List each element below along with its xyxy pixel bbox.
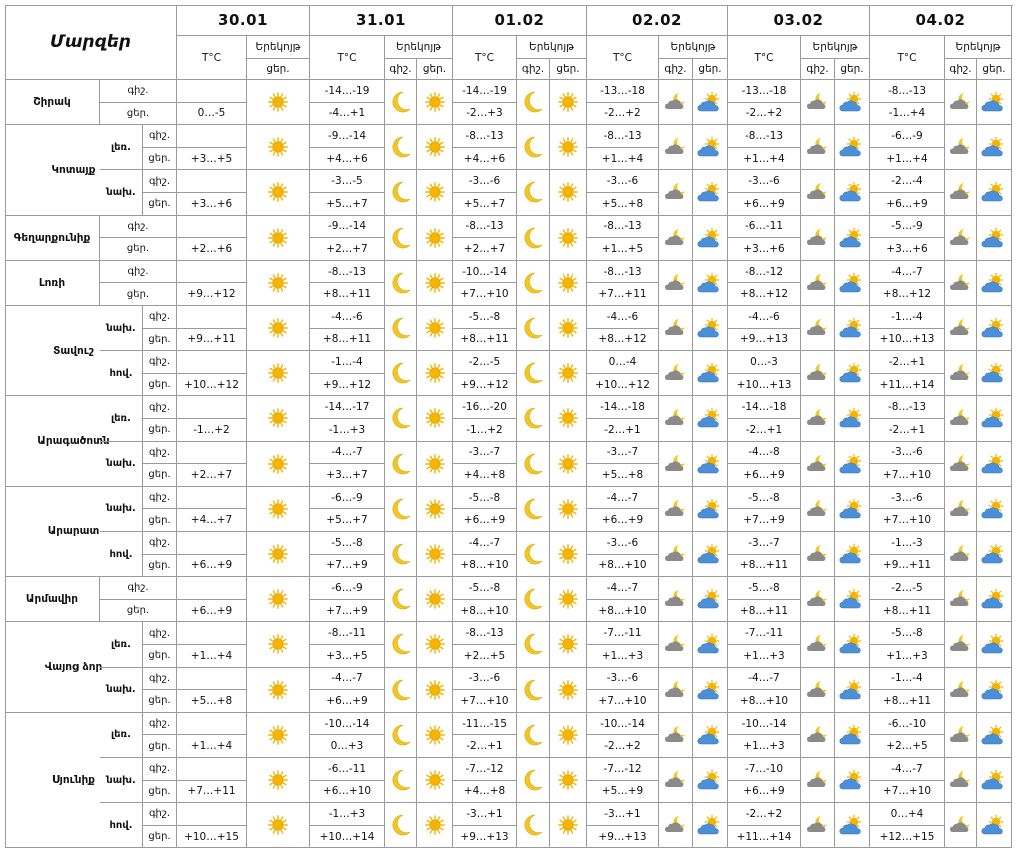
temperature-value: +1…+4	[177, 645, 247, 668]
temperature-value: +8…+10	[453, 555, 517, 578]
temperature-value: +8…+10	[453, 600, 517, 623]
temperature-value: -4…-7	[587, 487, 659, 510]
temperature-value: +9…+12	[310, 374, 385, 397]
temperature-value: -10…-14	[587, 713, 659, 736]
day-subheader: ցեր.	[417, 59, 453, 80]
temperature-value: 0…+4	[870, 803, 945, 826]
temperature-value: -3…-7	[453, 442, 517, 465]
day-label: ցեր.	[143, 690, 177, 713]
region-name: Շիրակ	[5, 80, 100, 125]
temperature-value: +3…+5	[310, 645, 385, 668]
temperature-value: +10…+13	[870, 329, 945, 352]
temperature-value: +8…+11	[728, 600, 801, 623]
temperature-value: +6…+9	[728, 464, 801, 487]
temperature-value: -8…-13	[587, 125, 659, 148]
temperature-value: 0…-3	[728, 351, 801, 374]
temperature-value: +8…+12	[728, 283, 801, 306]
date-header: 02.02	[587, 5, 728, 36]
temperature-value: -4…-6	[587, 306, 659, 329]
temperature-value: -13…-18	[587, 80, 659, 103]
temperature-value: -14…-19	[310, 80, 385, 103]
night-subheader: գիշ.	[945, 59, 977, 80]
region-name: Կոտայք	[5, 125, 143, 215]
temperature-value: +1…+4	[587, 148, 659, 171]
temperature-value: -1…+2	[177, 419, 247, 442]
temperature-value: +2…+7	[177, 464, 247, 487]
subregion-name: նախ.	[100, 668, 143, 713]
temperature-value: +5…+8	[177, 690, 247, 713]
subregion-name: նախ.	[100, 487, 143, 532]
day-label: ցեր.	[100, 238, 177, 261]
temperature-value: -3…-6	[587, 668, 659, 691]
temperature-value: -7…-11	[587, 622, 659, 645]
day-label: ցեր.	[143, 329, 177, 352]
temperature-value: +10…+12	[177, 374, 247, 397]
temperature-value: +7…+9	[310, 600, 385, 623]
temperature-value: -2…+1	[870, 351, 945, 374]
day-label: ցեր.	[143, 645, 177, 668]
subregion-name: լեռ.	[100, 125, 143, 170]
temperature-value: +10…+13	[728, 374, 801, 397]
day-label: ցեր.	[100, 600, 177, 623]
temperature-value: -6…-11	[310, 758, 385, 781]
temperature-value: -2…+1	[728, 419, 801, 442]
temperature-value: -8…-13	[310, 261, 385, 284]
temperature-value: +3…+6	[177, 193, 247, 216]
temperature-value: +1…+5	[587, 238, 659, 261]
temperature-header: T°C	[728, 36, 801, 80]
region-name: Տավուշ	[5, 306, 143, 396]
temperature-value: +8…+11	[453, 329, 517, 352]
temperature-value: +8…+12	[587, 329, 659, 352]
temperature-value: +9…+11	[177, 329, 247, 352]
daytime-header: Երեկոյթ	[247, 36, 310, 59]
temperature-value: -4…-7	[310, 668, 385, 691]
temperature-value: -6…-10	[870, 713, 945, 736]
temperature-value: -9…-14	[310, 125, 385, 148]
subregion-name: հով.	[100, 532, 143, 577]
temperature-header: T°C	[310, 36, 385, 80]
temperature-value: +8…+10	[587, 600, 659, 623]
night-label: գիշ.	[143, 803, 177, 826]
temperature-value: +6…+9	[177, 555, 247, 578]
temperature-value: +6…+9	[310, 690, 385, 713]
temperature-value: +8…+12	[870, 283, 945, 306]
day-label: ցեր.	[100, 103, 177, 126]
temperature-value: +6…+9	[177, 600, 247, 623]
temperature-value: -7…-12	[453, 758, 517, 781]
temperature-value: -6…-9	[310, 487, 385, 510]
night-label: գիշ.	[143, 125, 177, 148]
night-label: գիշ.	[143, 758, 177, 781]
temperature-value: -8…-13	[587, 261, 659, 284]
temperature-value: -2…+2	[587, 103, 659, 126]
temperature-value: 0…-5	[177, 103, 247, 126]
temperature-value: +6…+9	[870, 193, 945, 216]
temperature-value: +8…+11	[310, 329, 385, 352]
night-label: գիշ.	[143, 622, 177, 645]
night-label: գիշ.	[143, 396, 177, 419]
temperature-value: -1…+3	[310, 803, 385, 826]
day-label: ցեր.	[143, 509, 177, 532]
temperature-value: -4…-7	[453, 532, 517, 555]
temperature-value: -6…-9	[870, 125, 945, 148]
temperature-value: +6…+9	[728, 781, 801, 804]
night-label: գիշ.	[143, 668, 177, 691]
temperature-value: +2…+5	[453, 645, 517, 668]
night-label: գիշ.	[100, 216, 177, 239]
night-label: գիշ.	[143, 713, 177, 736]
temperature-value: -5…-8	[310, 532, 385, 555]
temperature-value: +2…+7	[453, 238, 517, 261]
region-name: Սյունիք	[5, 713, 143, 849]
temperature-value: -2…-5	[870, 577, 945, 600]
day-label: ցեր.	[143, 826, 177, 849]
date-header: 31.01	[310, 5, 453, 36]
subregion-name: լեռ.	[100, 622, 143, 667]
temperature-value: +4…+8	[453, 464, 517, 487]
temperature-value: +7…+11	[177, 781, 247, 804]
night-label: գիշ.	[143, 442, 177, 465]
temperature-value: -1…+2	[453, 419, 517, 442]
temperature-value: +7…+9	[310, 555, 385, 578]
temperature-value: -2…+1	[453, 735, 517, 758]
temperature-value: -1…-4	[310, 351, 385, 374]
day-label: ցեր.	[143, 419, 177, 442]
temperature-value: +10…+15	[177, 826, 247, 849]
date-header: 30.01	[177, 5, 310, 36]
temperature-value: -4…-6	[310, 306, 385, 329]
temperature-value: -8…-13	[587, 216, 659, 239]
night-label: գիշ.	[100, 261, 177, 284]
temperature-value: +9…+12	[177, 283, 247, 306]
temperature-value: -4…-7	[310, 442, 385, 465]
temperature-value: +7…+10	[870, 781, 945, 804]
temperature-value: +1…+3	[728, 645, 801, 668]
temperature-value: -8…-12	[728, 261, 801, 284]
date-header: 04.02	[870, 5, 1012, 36]
temperature-value: +5…+8	[587, 464, 659, 487]
temperature-value: -4…-7	[870, 758, 945, 781]
temperature-value: -9…-14	[310, 216, 385, 239]
temperature-value: -5…-8	[870, 622, 945, 645]
temperature-value: -3…-5	[310, 170, 385, 193]
temperature-value: +8…+10	[587, 555, 659, 578]
date-header: 03.02	[728, 5, 870, 36]
temperature-value: +4…+8	[453, 781, 517, 804]
temperature-value: +7…+9	[728, 509, 801, 532]
temperature-value: +8…+10	[728, 690, 801, 713]
subregion-name: նախ.	[100, 442, 143, 487]
night-subheader: գիշ.	[801, 59, 835, 80]
night-label: գիշ.	[143, 487, 177, 510]
temperature-value: +7…+10	[870, 509, 945, 532]
night-label: գիշ.	[143, 351, 177, 374]
temperature-value: +1…+4	[177, 735, 247, 758]
temperature-value: -5…-8	[453, 577, 517, 600]
night-label: գիշ.	[143, 532, 177, 555]
temperature-value: +1…+3	[587, 645, 659, 668]
day-label: ցեր.	[143, 464, 177, 487]
night-label: գիշ.	[100, 577, 177, 600]
daytime-subheader: ցեր.	[247, 59, 310, 80]
temperature-value: -5…-8	[453, 306, 517, 329]
temperature-value: -5…-8	[728, 577, 801, 600]
night-subheader: գիշ.	[517, 59, 550, 80]
temperature-value: +4…+7	[177, 509, 247, 532]
temperature-value: -3…-7	[728, 532, 801, 555]
temperature-value: -10…-14	[728, 713, 801, 736]
temperature-value: -8…-11	[310, 622, 385, 645]
temperature-value: -2…+3	[453, 103, 517, 126]
temperature-value: +9…+13	[728, 329, 801, 352]
day-subheader: ցեր.	[693, 59, 728, 80]
temperature-value: -8…-13	[453, 622, 517, 645]
temperature-value: +4…+6	[310, 148, 385, 171]
temperature-value: +8…+11	[870, 600, 945, 623]
region-name: Արմավիր	[5, 577, 100, 622]
temperature-value: +6…+9	[453, 509, 517, 532]
temperature-value: -8…-13	[453, 216, 517, 239]
temperature-value: -2…-5	[453, 351, 517, 374]
temperature-value: -13…-18	[728, 80, 801, 103]
temperature-value: -8…-13	[453, 125, 517, 148]
temperature-value: -2…+2	[587, 735, 659, 758]
temperature-value: +6…+9	[728, 193, 801, 216]
temperature-value: +3…+6	[870, 238, 945, 261]
temperature-value: +8…+11	[310, 283, 385, 306]
region-name: Արագածոտն	[5, 396, 143, 486]
temperature-value: -5…-8	[728, 487, 801, 510]
table-frame	[5, 5, 1013, 848]
day-subheader: ցեր.	[550, 59, 587, 80]
temperature-value: +5…+9	[587, 781, 659, 804]
temperature-value: +2…+5	[870, 735, 945, 758]
temperature-value: -3…-6	[587, 170, 659, 193]
temperature-value: +7…+10	[587, 690, 659, 713]
temperature-value: -1…-4	[870, 668, 945, 691]
temperature-value: -10…-14	[310, 713, 385, 736]
temperature-value: +7…+10	[453, 690, 517, 713]
temperature-value: -5…-8	[453, 487, 517, 510]
temperature-value: +3…+6	[728, 238, 801, 261]
temperature-value: -2…+2	[728, 103, 801, 126]
temperature-value: +5…+7	[453, 193, 517, 216]
temperature-value: +1…+3	[728, 735, 801, 758]
region-name: Արարատ	[5, 487, 143, 577]
temperature-value: -3…-6	[870, 487, 945, 510]
temperature-value: +12…+15	[870, 826, 945, 849]
temperature-value: +5…+7	[310, 193, 385, 216]
region-name: Գեղարքունիք	[5, 216, 100, 261]
temperature-value: -2…+2	[728, 803, 801, 826]
temperature-value: -16…-20	[453, 396, 517, 419]
temperature-value: +7…+11	[587, 283, 659, 306]
day-label: ցեր.	[143, 148, 177, 171]
temperature-value: +4…+6	[453, 148, 517, 171]
temperature-value: +8…+11	[728, 555, 801, 578]
day-label: ցեր.	[100, 283, 177, 306]
temperature-value: -5…-9	[870, 216, 945, 239]
temperature-value: +1…+4	[870, 148, 945, 171]
daytime-header: Երեկոյթ	[517, 36, 587, 59]
temperature-value: -8…-13	[870, 80, 945, 103]
temperature-value: +10…+14	[310, 826, 385, 849]
temperature-value: +11…+14	[870, 374, 945, 397]
temperature-value: -3…+1	[587, 803, 659, 826]
temperature-value: +9…+11	[870, 555, 945, 578]
temperature-value: -4…-7	[728, 668, 801, 691]
temperature-value: -14…-19	[453, 80, 517, 103]
day-label: ցեր.	[143, 555, 177, 578]
temperature-value: +7…+10	[870, 464, 945, 487]
temperature-value: -6…-9	[310, 577, 385, 600]
temperature-header: T°C	[587, 36, 659, 80]
temperature-value: -2…-4	[870, 170, 945, 193]
temperature-value: -1…+3	[310, 419, 385, 442]
subregion-name: հով.	[100, 803, 143, 848]
day-label: ցեր.	[143, 781, 177, 804]
night-label: գիշ.	[143, 306, 177, 329]
temperature-value: -6…-11	[728, 216, 801, 239]
daytime-header: Երեկոյթ	[385, 36, 453, 59]
temperature-value: +9…+13	[587, 826, 659, 849]
temperature-value: +5…+7	[310, 509, 385, 532]
night-label: գիշ.	[143, 170, 177, 193]
temperature-value: -3…-7	[587, 442, 659, 465]
subregion-name: հով.	[100, 351, 143, 396]
daytime-header: Երեկոյթ	[945, 36, 1012, 59]
date-header: 01.02	[453, 5, 587, 36]
temperature-value: -1…-3	[870, 532, 945, 555]
temperature-value: -4…-8	[728, 442, 801, 465]
temperature-value: -3…-6	[453, 170, 517, 193]
temperature-value: +11…+14	[728, 826, 801, 849]
temperature-value: -7…-11	[728, 622, 801, 645]
temperature-value: -3…+1	[453, 803, 517, 826]
temperature-value: +6…+10	[310, 781, 385, 804]
temperature-value: -8…-13	[870, 396, 945, 419]
temperature-value: -1…+4	[870, 103, 945, 126]
temperature-value: -14…-18	[728, 396, 801, 419]
temperature-value: -8…-13	[728, 125, 801, 148]
day-label: ցեր.	[143, 374, 177, 397]
temperature-value: -4…+1	[310, 103, 385, 126]
day-subheader: ցեր.	[835, 59, 870, 80]
temperature-header: T°C	[453, 36, 517, 80]
daytime-header: Երեկոյթ	[659, 36, 728, 59]
temperature-value: +9…+12	[453, 374, 517, 397]
subregion-name: նախ.	[100, 306, 143, 351]
temperature-value: -2…+1	[587, 419, 659, 442]
temperature-value: +1…+4	[728, 148, 801, 171]
temperature-value: +3…+7	[310, 464, 385, 487]
day-label: ցեր.	[143, 735, 177, 758]
temperature-value: +10…+12	[587, 374, 659, 397]
subregion-name: նախ.	[100, 170, 143, 215]
temperature-value: -11…-15	[453, 713, 517, 736]
daytime-header: Երեկոյթ	[801, 36, 870, 59]
night-label: գիշ.	[100, 80, 177, 103]
temperature-header: T°C	[177, 36, 247, 80]
temperature-value: -2…+1	[870, 419, 945, 442]
day-label: ցեր.	[143, 193, 177, 216]
temperature-header: T°C	[870, 36, 945, 80]
temperature-value: +6…+9	[587, 509, 659, 532]
temperature-value: -4…-6	[728, 306, 801, 329]
temperature-value: +3…+5	[177, 148, 247, 171]
temperature-value: -7…-12	[587, 758, 659, 781]
temperature-value: -3…-6	[453, 668, 517, 691]
temperature-value: 0…+3	[310, 735, 385, 758]
temperature-value: -3…-6	[587, 532, 659, 555]
temperature-value: +8…+11	[870, 690, 945, 713]
table-title: Մարզեր	[5, 5, 177, 80]
temperature-value: +5…+8	[587, 193, 659, 216]
temperature-value: -1…-4	[870, 306, 945, 329]
night-subheader: գիշ.	[385, 59, 417, 80]
temperature-value: -3…-6	[728, 170, 801, 193]
temperature-value: +2…+7	[310, 238, 385, 261]
temperature-value: +1…+3	[870, 645, 945, 668]
temperature-value: 0…-4	[587, 351, 659, 374]
temperature-value: +7…+10	[453, 283, 517, 306]
subregion-name: լեռ.	[100, 713, 143, 758]
region-name: Լոռի	[5, 261, 100, 306]
temperature-value: -14…-18	[587, 396, 659, 419]
temperature-value: +9…+13	[453, 826, 517, 849]
temperature-value: +2…+6	[177, 238, 247, 261]
day-subheader: ցեր.	[977, 59, 1012, 80]
region-name: Վայոց ձոր	[5, 622, 143, 712]
subregion-name: լեռ.	[100, 396, 143, 441]
temperature-value: -7…-10	[728, 758, 801, 781]
temperature-value: -4…-7	[870, 261, 945, 284]
temperature-value: -3…-6	[870, 442, 945, 465]
temperature-value: -10…-14	[453, 261, 517, 284]
temperature-value: -14…-17	[310, 396, 385, 419]
temperature-value: -4…-7	[587, 577, 659, 600]
night-subheader: գիշ.	[659, 59, 693, 80]
subregion-name: նախ.	[100, 758, 143, 803]
